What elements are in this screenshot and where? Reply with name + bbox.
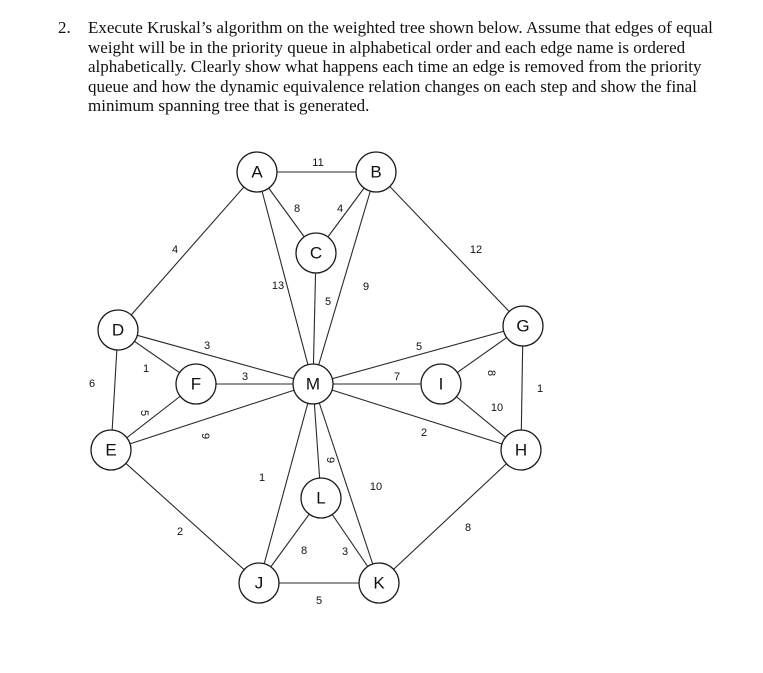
edge-weight-h-i: 10: [490, 401, 504, 414]
edge-weight-b-c: 4: [336, 202, 344, 215]
edge-weight-k-m: 10: [369, 480, 383, 493]
edge-weight-d-e: 6: [88, 377, 96, 390]
edge-weight-d-f: 3: [203, 339, 211, 352]
edge-weight-g-h: 1: [536, 382, 544, 395]
edge-weight-a-b: 11: [312, 156, 324, 169]
edge-h-k: [379, 450, 521, 583]
edge-b-m: [313, 172, 376, 384]
node-e: [91, 430, 131, 470]
edge-weight-e-j: 2: [176, 525, 184, 538]
edge-weight-j-k: 5: [315, 594, 323, 607]
node-label: E: [105, 440, 117, 460]
edge-weight-j-l: 8: [300, 544, 308, 557]
edge-weight-e-m: 9: [199, 432, 212, 440]
node-label: I: [438, 374, 444, 394]
node-c: [296, 233, 336, 273]
node-label: A: [251, 162, 263, 182]
node-g: [503, 306, 543, 346]
edge-b-g: [376, 172, 523, 326]
node-label: M: [305, 374, 321, 394]
edge-weight-h-k: 8: [464, 521, 472, 534]
edge-h-m: [313, 384, 521, 450]
node-f: [176, 364, 216, 404]
edge-weight-b-m: 9: [362, 280, 370, 293]
edge-weight-h-m: 2: [420, 426, 428, 439]
edge-weight-j-m: 1: [258, 471, 266, 484]
node-label: C: [309, 243, 323, 263]
edge-weight-i-m: 7: [393, 370, 401, 383]
node-label: D: [111, 320, 125, 340]
node-d: [98, 310, 138, 350]
node-label: B: [370, 162, 382, 182]
edge-a-d: [118, 172, 257, 330]
node-label: F: [190, 374, 202, 394]
edge-a-m: [257, 172, 313, 384]
node-a: [237, 152, 277, 192]
node-j: [239, 563, 279, 603]
edge-weight-k-l: 3: [341, 545, 349, 558]
edge-weight-c-m: 5: [324, 295, 332, 308]
edge-weight-e-f: 5: [138, 409, 151, 417]
edge-weight-g-m: 5: [415, 340, 423, 353]
question-number: 2.: [58, 18, 71, 37]
node-label: L: [316, 488, 326, 508]
edge-weight-f-m: 3: [241, 370, 249, 383]
edge-weight-a-d: 4: [171, 243, 179, 256]
edge-e-j: [111, 450, 259, 583]
node-l: [301, 478, 341, 518]
node-m: [293, 364, 333, 404]
node-k: [359, 563, 399, 603]
node-b: [356, 152, 396, 192]
node-label: J: [254, 573, 264, 593]
edge-weight-b-g: 12: [469, 243, 483, 256]
node-i: [421, 364, 461, 404]
edge-weight-a-c: 8: [293, 202, 301, 215]
edge-weight-a-m: 13: [271, 279, 285, 292]
node-label: G: [516, 316, 530, 336]
edge-weight-l-m: 9: [324, 456, 337, 464]
edge-weight-d-m: 1: [142, 362, 150, 375]
edge-weight-g-i: 8: [485, 369, 498, 377]
edge-d-m: [118, 330, 313, 384]
node-label: K: [373, 573, 385, 593]
node-h: [501, 430, 541, 470]
node-label: H: [514, 440, 528, 460]
question-text: Execute Kruskal’s algorithm on the weighted tree shown below. Assume that edges of equal weight will be in the priority queue in alphabetical order and each edge name is ordered alphabetically. Clearly show what happens each time an edge is removed from the priority queue and how the dynamic equivalence relation changes on each step and show the final minimum spanning tree that is generated.: [88, 18, 713, 115]
